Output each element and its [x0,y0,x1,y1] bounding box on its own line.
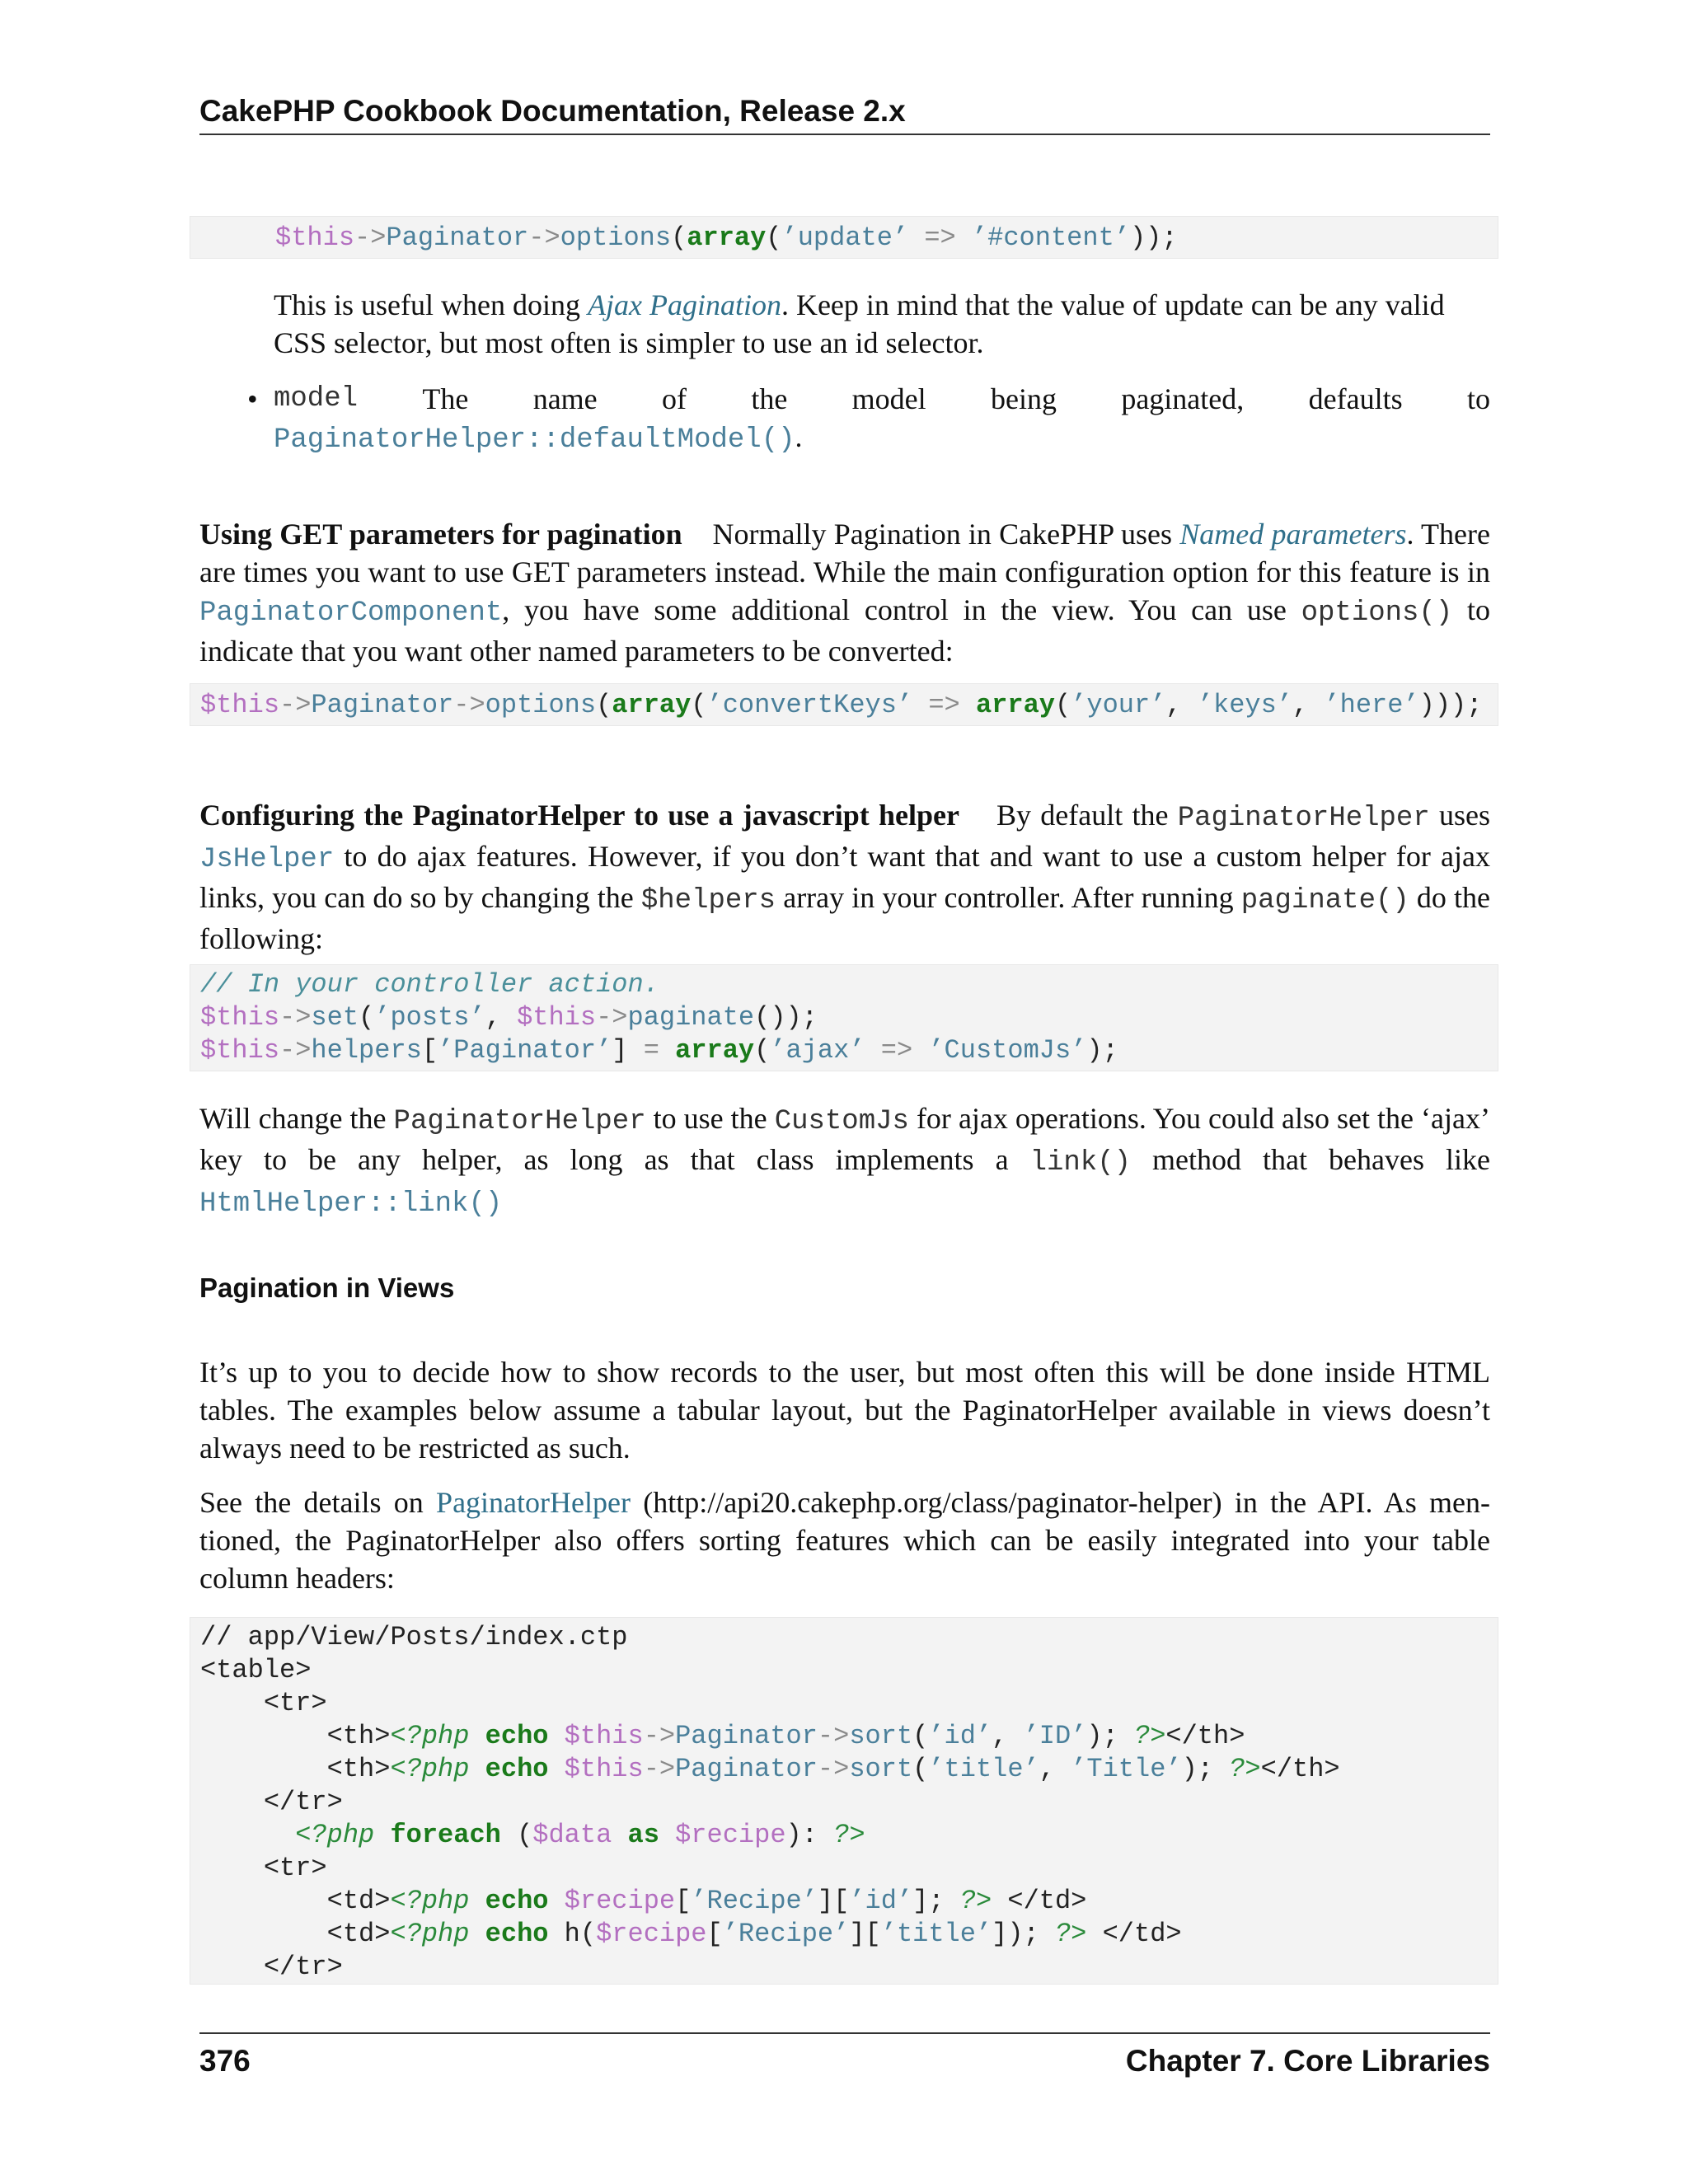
code-block-options-update [190,216,1498,259]
code-line: <th><?php echo $this->Paginator->sort(’id’, ’ID’); ?></th> [326,1721,1245,1751]
js-helper-heading: Configuring the PaginatorHelper to use a javascript helper [199,799,959,832]
code-line: <tr> [263,1688,327,1718]
code-line: $this->Paginator->options(array(’convertKeys’ => array(’your’, ’keys’, ’here’))); [200,690,1483,720]
default-model-link[interactable]: PaginatorHelper::defaultModel() [274,424,795,456]
bullet-word: The [422,382,469,415]
code-line: $this->helpers[’Paginator’] = array(’ajax’ => ’CustomJs’); [200,1035,1118,1066]
paginator-component-link[interactable]: PaginatorComponent [199,598,503,629]
named-parameters-link[interactable]: Named parameters [1179,518,1407,551]
ajax-pagination-link[interactable]: Ajax Pagination [587,288,781,321]
code-line: // In your controller action. [200,969,659,1000]
paginator-helper-details: See the details on PaginatorHelper (http://api20.cakephp.org/class/paginator-helper) in the API. As men-tioned, the PaginatorHelper also offers sorting features which can be easily integrated into your table column headers: [199,1486,1490,1595]
paginator-helper-link[interactable]: PaginatorHelper [436,1486,631,1519]
views-intro-paragraph: It’s up to you to decide how to show records to the user, but most often this will be done inside HTML tables. The examples below assume a tabular layout, but the PaginatorHelper available in views doesn’t always need to be restricted as such. [199,1356,1490,1465]
bullet-word: being [991,382,1057,415]
ajax-update-note: This is useful when doing Ajax Pagination. Keep in mind that the value of update can be any valid CSS selector, but most often is simpler to use an id selector. [274,288,1445,359]
js-helper-paragraph: Configuring the PaginatorHelper to use a javascript helper By default the PaginatorHelper uses JsHelper to do ajax features. However, if you don’t want that and want to use a custom helper for ajax links, you can do so by changing the $helpers array in your controller. After running paginate() do the following: [199,799,1491,955]
code-line: $this->Paginator->options(array(’update’ => ’#content’)); [275,223,1178,253]
bullet-word: defaults [1308,382,1403,415]
model-option-item: model The name of the model being paginated, defaults to PaginatorHelper::defaultModel(). [274,380,1490,459]
code-line: $this->set(’posts’, $this->paginate()); [200,1002,818,1033]
section-heading: Pagination in Views [199,1272,455,1303]
js-helper-link[interactable]: JsHelper [199,844,335,875]
bullet-word: to [1466,382,1490,415]
chapter-title: Chapter 7. Core Libraries [1125,2044,1490,2078]
get-parameters-paragraph: Using GET parameters for pagination Normally Pagination in CakePHP uses Named parameters. There are times you want to use GET parameters instead. While the main configuration option for this feature is in PaginatorComponent, you have some additional control in the view. You can use options() to indicate that you want other named parameters to be converted: [199,518,1490,668]
bullet-word: the [751,382,788,415]
code-line: <td><?php echo $recipe[’Recipe’][’id’]; ?> </td> [326,1886,1087,1916]
bullet-word: of [662,382,687,415]
custom-js-paragraph: Will change the PaginatorHelper to use the CustomJs for ajax operations. You could also set the ‘ajax’ key to be any helper, as long as that class implements a link() method that behaves like HtmlHelper::link() [199,1102,1490,1220]
code-line: // app/View/Posts/index.ctp [200,1622,628,1652]
code-block-index-ctp [190,1617,1498,1985]
html-helper-link[interactable]: HtmlHelper::link() [199,1188,503,1220]
code-line: <?php foreach ($data as $recipe): ?> [295,1820,865,1850]
code-line: </tr> [263,1952,343,1982]
footer-rule [199,2032,1490,2034]
code-block-convert-keys [190,683,1498,726]
bullet-word: paginated, [1121,382,1245,415]
model-term: model [274,383,359,415]
bullet-word: model [851,382,926,415]
code-block-controller-helpers [190,964,1498,1071]
bullet-word: name [532,382,598,415]
code-line: <td><?php echo h($recipe[’Recipe’][’title’]); ?> </td> [326,1919,1182,1949]
running-header: CakePHP Cookbook Documentation, Release 2.x [199,94,906,128]
code-line: <th><?php echo $this->Paginator->sort(’title’, ’Title’); ?></th> [326,1754,1340,1784]
page-number: 376 [199,2044,251,2078]
bullet-dot: • [247,382,258,415]
code-line: <table> [200,1655,312,1685]
header-rule [199,134,1490,135]
code-line: <tr> [263,1853,327,1883]
code-line: </tr> [263,1787,343,1817]
get-parameters-heading: Using GET parameters for pagination [199,518,682,551]
